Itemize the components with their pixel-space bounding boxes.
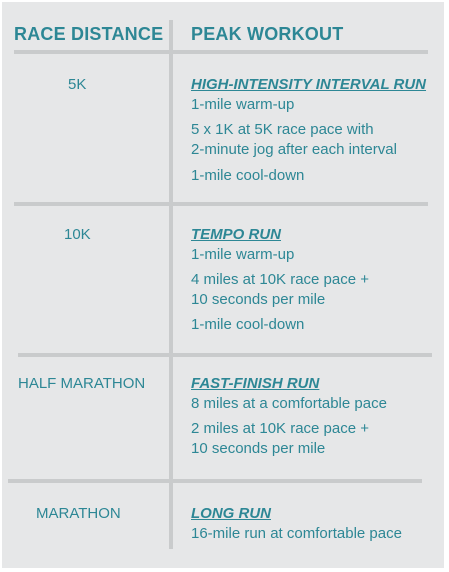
workout-step: 8 miles at a comfortable pace [191,395,387,412]
workout-step: 5 x 1K at 5K race pace with [191,121,374,138]
header-peak-workout: PEAK WORKOUT [191,24,344,44]
workout-step: 10 seconds per mile [191,291,326,308]
column-divider [169,20,173,549]
header-race-distance: RACE DISTANCE [14,24,164,44]
workout-step: 10 seconds per mile [191,440,326,457]
workout-step: 4 miles at 10K race pace + [191,271,370,288]
workout-step: 16-mile run at comfortable pace [191,525,402,542]
workout-title-marathon: LONG RUN [191,505,271,522]
workout-step: 2 miles at 10K race pace + [191,420,370,437]
workout-step: 1-mile cool-down [191,167,305,184]
workout-step: 1-mile cool-down [191,316,305,333]
row-divider [18,353,432,357]
workout-step: 1-mile warm-up [191,96,295,113]
workout-step: 1-mile warm-up [191,246,295,263]
distance-half-marathon: HALF MARATHON [18,375,146,392]
row-divider [8,479,422,483]
workout-step: 2-minute jog after each interval [191,141,397,158]
distance-10k: 10K [64,226,91,243]
workout-title-5k: HIGH-INTENSITY INTERVAL RUN [191,76,427,93]
distance-5k: 5K [68,76,87,93]
header-divider [14,50,428,54]
row-divider [14,202,428,206]
workout-title-half-marathon: FAST-FINISH RUN [191,375,320,392]
workout-title-10k: TEMPO RUN [191,226,281,243]
distance-marathon: MARATHON [36,505,121,522]
